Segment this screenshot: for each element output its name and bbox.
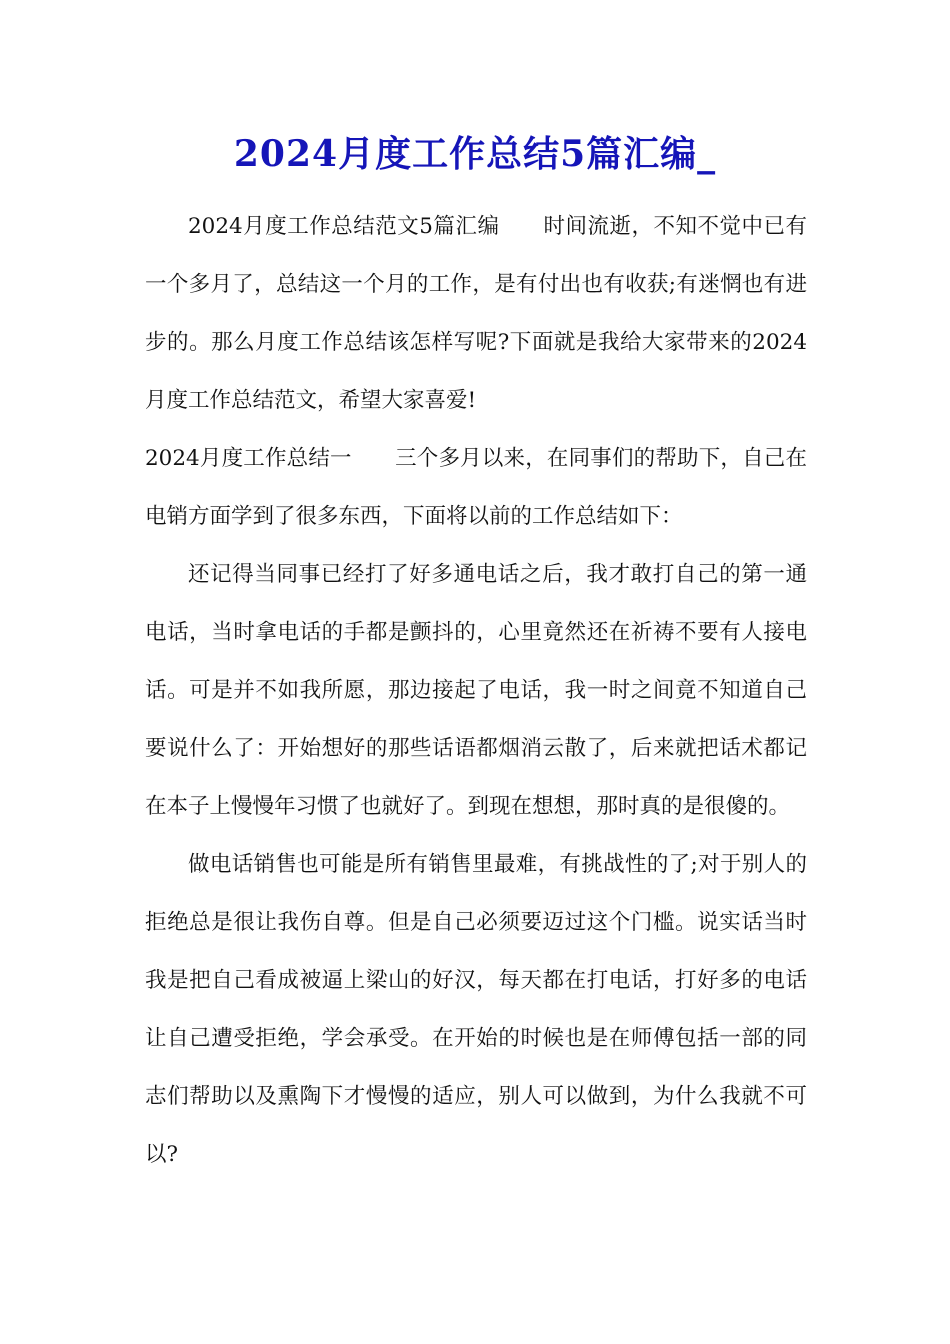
section-one-paragraph: 2024月度工作总结一 三个多月以来，在同事们的帮助下，自己在电销方面学到了很多东西，下面将以前的工作总结如下： [145, 446, 807, 529]
body-paragraph-first-call: 还记得当同事已经打了好多通电话之后，我才敢打自己的第一通电话，当时拿电话的手都是颤抖的，心里竟然还在祈祷不要有人接电话。可是并不如我所愿，那边接起了电话，我一时之间竟不知道自己要说什么了：开始想好的那些话语都烟消云散了，后来就把话术都记在本子上慢慢年习惯了也就好了。到现在想想，那时真的是很傻的。 [145, 562, 807, 819]
body-paragraph-phone-sales: 做电话销售也可能是所有销售里最难，有挑战性的了;对于别人的拒绝总是很让我伤自尊。但是自己必须要迈过这个门槛。说实话当时我是把自己看成被逼上梁山的好汉，每天都在打电话，打好多的电话让自己遭受拒绝，学会承受。在开始的时候也是在师傅包括一部的同志们帮助以及熏陶下才慢慢的适应，别人可以做到，为什么我就不可以? [145, 852, 807, 1167]
document-title: 2024月度工作总结5篇汇编_ [233, 133, 717, 175]
intro-paragraph: 2024月度工作总结范文5篇汇编 时间流逝，不知不觉中已有一个多月了，总结这一个月的工作，是有付出也有收获;有迷惘也有进步的。那么月度工作总结该怎样写呢?下面就是我给大家带来的2024月度工作总结范文，希望大家喜爱! [145, 214, 807, 413]
document-body [145, 198, 807, 1184]
